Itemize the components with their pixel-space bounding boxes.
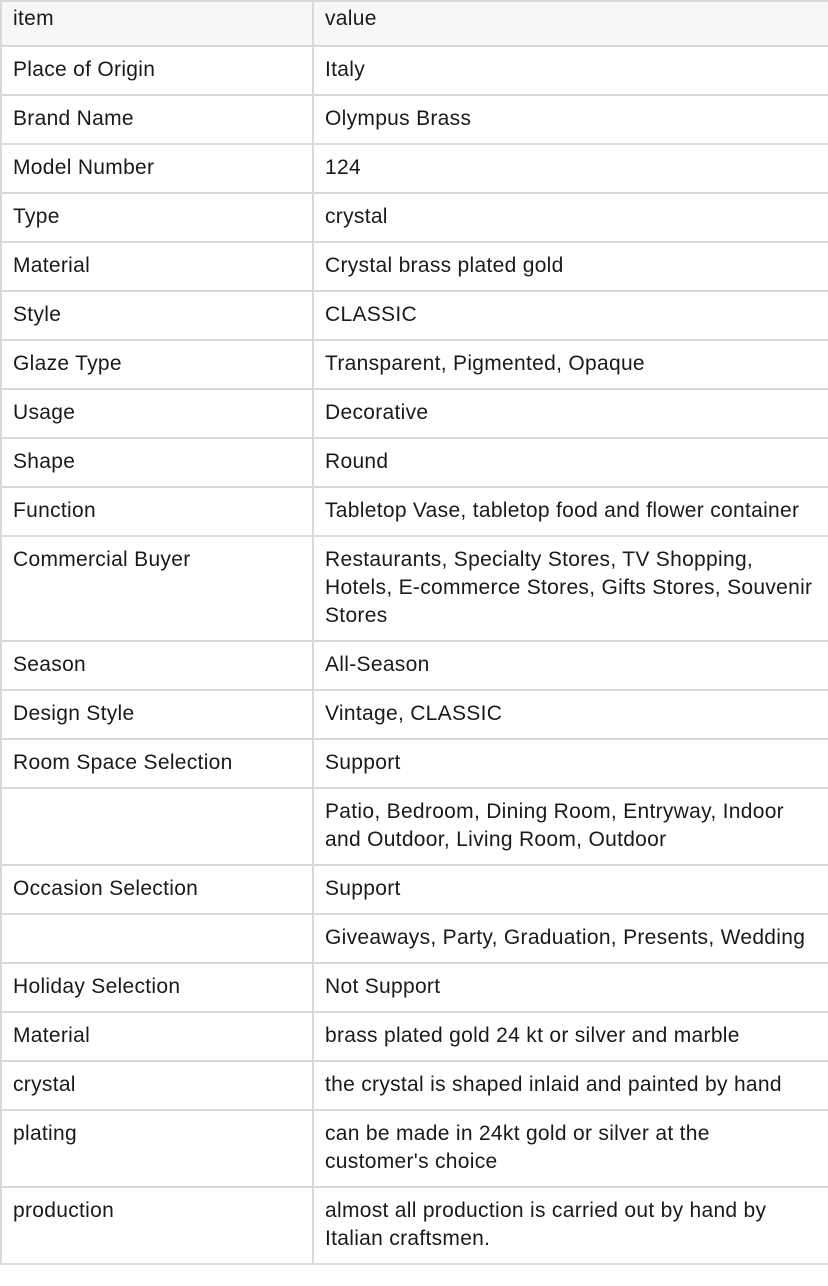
table-row (1, 487, 828, 536)
row-value: Giveaways, Party, Graduation, Presents, Wedding (313, 914, 828, 963)
row-value: Olympus Brass (313, 95, 828, 144)
table-row (1, 144, 828, 193)
row-label: Commercial Buyer (1, 536, 313, 641)
row-value: Italy (313, 46, 828, 95)
row-label: Material (1, 242, 313, 291)
row-label: Shape (1, 438, 313, 487)
table-row (1, 95, 828, 144)
row-value: Patio, Bedroom, Dining Room, Entryway, Indoor and Outdoor, Living Room, Outdoor (313, 788, 828, 865)
row-label: Glaze Type (1, 340, 313, 389)
header-value: value (313, 1, 828, 46)
table-row (1, 641, 828, 690)
row-label: Occasion Selection (1, 865, 313, 914)
row-label: Season (1, 641, 313, 690)
table-row (1, 914, 828, 963)
table-body (1, 46, 828, 1264)
row-label (1, 788, 313, 865)
row-value: Round (313, 438, 828, 487)
row-label: Brand Name (1, 95, 313, 144)
row-value: 124 (313, 144, 828, 193)
row-value: almost all production is carried out by hand by Italian craftsmen. (313, 1187, 828, 1264)
table-row (1, 690, 828, 739)
row-label: crystal (1, 1061, 313, 1110)
row-label: plating (1, 1110, 313, 1187)
table-row (1, 788, 828, 865)
table-row (1, 438, 828, 487)
row-value: Support (313, 865, 828, 914)
row-label: Function (1, 487, 313, 536)
row-value: Decorative (313, 389, 828, 438)
row-value: All-Season (313, 641, 828, 690)
row-label: Place of Origin (1, 46, 313, 95)
row-label: Style (1, 291, 313, 340)
table-header (1, 1, 828, 46)
row-value: Restaurants, Specialty Stores, TV Shopping, Hotels, E-commerce Stores, Gifts Stores, Souvenir Stores (313, 536, 828, 641)
table-row (1, 536, 828, 641)
row-label (1, 914, 313, 963)
row-value: Not Support (313, 963, 828, 1012)
row-value: Transparent, Pigmented, Opaque (313, 340, 828, 389)
header-item: item (1, 1, 313, 46)
table-row (1, 1061, 828, 1110)
row-value: Crystal brass plated gold (313, 242, 828, 291)
table-row (1, 340, 828, 389)
table-row (1, 1110, 828, 1187)
row-label: production (1, 1187, 313, 1264)
row-value: brass plated gold 24 kt or silver and marble (313, 1012, 828, 1061)
row-value: Vintage, CLASSIC (313, 690, 828, 739)
row-value: CLASSIC (313, 291, 828, 340)
row-label: Model Number (1, 144, 313, 193)
table-row (1, 46, 828, 95)
row-label: Usage (1, 389, 313, 438)
table-row (1, 865, 828, 914)
row-value: can be made in 24kt gold or silver at the customer's choice (313, 1110, 828, 1187)
table-row (1, 242, 828, 291)
row-label: Material (1, 1012, 313, 1061)
table-row (1, 739, 828, 788)
table-row (1, 389, 828, 438)
table-row (1, 193, 828, 242)
row-value: crystal (313, 193, 828, 242)
table-row (1, 963, 828, 1012)
table-row (1, 1012, 828, 1061)
row-value: the crystal is shaped inlaid and painted by hand (313, 1061, 828, 1110)
row-label: Design Style (1, 690, 313, 739)
row-value: Tabletop Vase, tabletop food and flower container (313, 487, 828, 536)
header-row (1, 1, 828, 46)
row-label: Holiday Selection (1, 963, 313, 1012)
table-row (1, 1187, 828, 1264)
row-label: Type (1, 193, 313, 242)
row-value: Support (313, 739, 828, 788)
table-row (1, 291, 828, 340)
row-label: Room Space Selection (1, 739, 313, 788)
